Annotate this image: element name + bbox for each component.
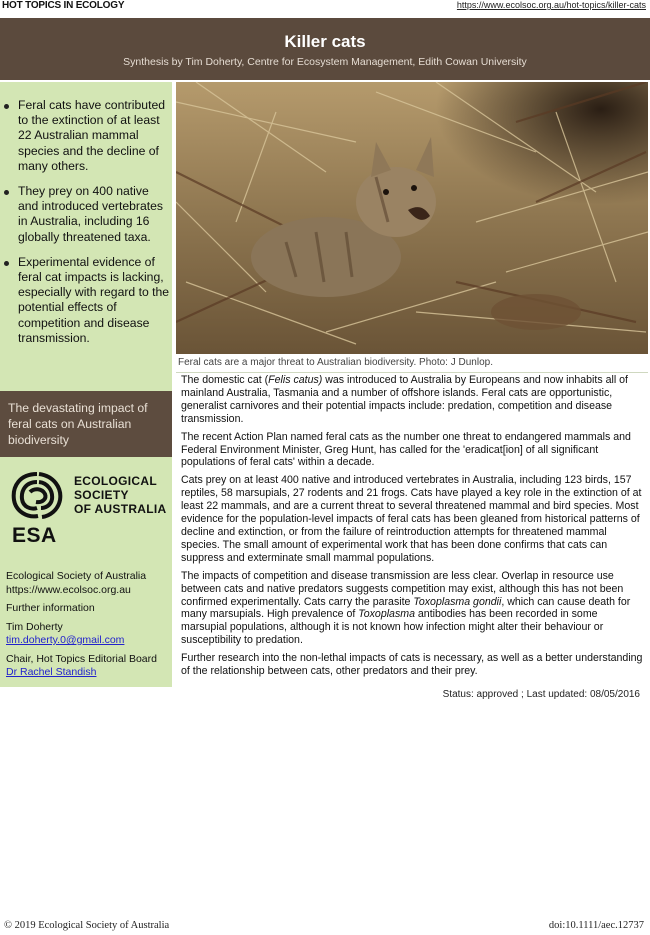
page-subtitle: Synthesis by Tim Doherty, Centre for Ecosystem Management, Edith Cowan University [123,56,527,68]
key-point: They prey on 400 native and introduced vertebrates in Australia, including 16 globally threatened taxa. [0,184,172,245]
bullet-icon [4,190,9,195]
org-name: Ecological Society of Australia [6,570,147,582]
logo-acronym: ESA [12,524,57,547]
photo-caption: Feral cats are a major threat to Australian biodiversity. Photo: J Dunlop. [178,357,493,368]
paragraph-2: The recent Action Plan named feral cats as the number one threat to endangered mammals and Federal Environment Minister, Greg Hunt, has called for the 'eradicat[ion] of all significant populations of feral cats' within a decade. [181,430,631,469]
logo-line-2: SOCIETY [74,488,129,502]
author-email-link[interactable]: tim.doherty.0@gmail.com [6,634,125,646]
logo-line-3: OF AUSTRALIA [74,502,167,516]
paragraph-4: The impacts of competition and disease transmission are less clear. Overlap in resource use between cats and native predators suggests competition may exist, although this has not been confirmed experimentally. Cats carry the parasite Toxoplasma gondii, which can cause death for many marsupials. High prevalence of Toxoplasma antibodies has been recorded in some marsupial populations, although it is not known how infection might alter their behaviour or susceptibility to predation. [181,569,631,647]
chair-name-link[interactable]: Dr Rachel Standish [6,666,97,678]
impact-box: The devastating impact of feral cats on Australian biodiversity [0,391,172,457]
org-url: https://www.ecolsoc.org.au [6,583,131,596]
contact-block [6,570,172,680]
author-name: Tim Doherty [6,620,63,633]
top-header [0,0,650,13]
key-point: Feral cats have contributed to the extinction of at least 22 Australian mammal species and the decline of many others. [0,98,172,174]
page-url-link[interactable]: https://www.ecolsoc.org.au/hot-topics/killer-cats [456,0,646,10]
sidebar [0,82,172,687]
title-banner [0,18,650,80]
copyright: © 2019 Ecological Society of Australia [4,920,170,931]
paragraph-1: The domestic cat (Felis catus) was introduced to Australia by Europeans and now inhabits all of mainland Australia, Tasmania and a number of offshore islands. Feral cats are opportunistic, generalist carnivores and their potential impacts include: predation, competition and disease transmission. [181,374,628,425]
chair-label: Chair, Hot Topics Editorial Board [6,652,157,665]
doi: doi:10.1111/aec.12737 [548,920,644,931]
status-line: Status: approved ; Last updated: 08/05/2016 [442,689,640,700]
bullet-icon [4,261,9,266]
logo-line-1: ECOLOGICAL [74,474,157,488]
bullet-icon [4,104,9,109]
section-label: HOT TOPICS IN ECOLOGY [2,0,125,11]
key-points-list [0,82,172,346]
paragraph-3: Cats prey on at least 400 native and introduced vertebrates in Australia, including 123 birds, 157 reptiles, 58 marsupials, 27 rodents and 21 frogs. Cats have played a key role in the extinction of at least 22 mammals, and are a current threat to several threatened mammal and bird species. Most evidence for the population-level impacts of feral cats has been gleaned from historical patterns of decline and extinction, or from the failure of reintroduction attempts for threatened mammal species. The small amount of experimental work that has been done confirms that cats can suppress and exterminate small mammal populations. [181,474,642,564]
page-title: Killer cats [284,32,366,51]
key-point: Experimental evidence of feral cat impacts is lacking, especially with regard to the potential effects of competition and disease transmission. [0,255,172,346]
further-info-label: Further information [6,602,95,614]
esa-logo [6,470,170,550]
caption-divider [176,372,648,373]
feral-cat-photo [176,82,648,354]
esa-emblem-icon [6,470,68,526]
paragraph-5: Further research into the non-lethal impacts of cats is necessary, as well as a better understanding of the relationship between cats, other predators and their prey. [181,652,643,678]
main-text [181,374,643,683]
